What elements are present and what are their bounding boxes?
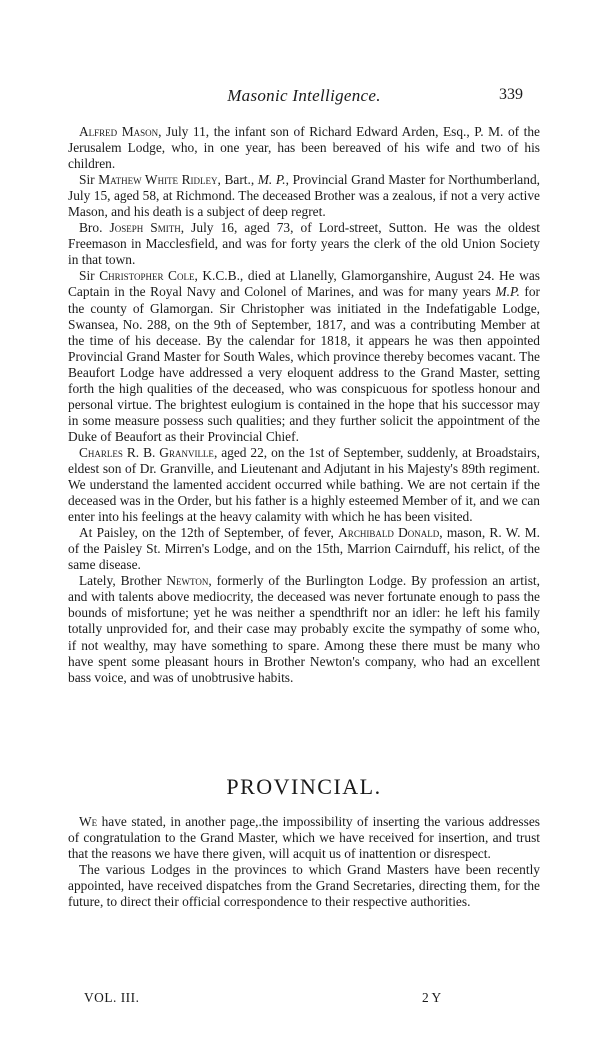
text-run: Lately, Brother: [79, 573, 167, 589]
obituary-paragraph: [68, 268, 540, 445]
page-header: [0, 86, 608, 108]
text-run: Sir: [79, 172, 99, 188]
text-run: At Paisley, on the 12th of September, of fever,: [79, 525, 339, 541]
name-smallcaps: Archibald Donald: [338, 525, 440, 541]
text-run: , K.C.B., died at Llanelly, Glamorganshire, August 24. He was Captain in the Royal Navy and Colonel of Marines, and was for many years: [68, 268, 540, 300]
text-run: The various Lodges in the provinces to which Grand Masters have been recently appointed, have received dispatches from the Grand Secretaries, directing them, for the future, to direct their official correspondence to their respective authorities.: [68, 862, 540, 910]
obituary-paragraph: [68, 220, 540, 268]
section-heading: PROVINCIAL.: [226, 774, 382, 799]
page-number: 339: [499, 86, 523, 103]
name-smallcaps: We: [79, 814, 98, 829]
text-run: , aged 22, on the 1st of September, suddenly, at Broadstairs, eldest son of Dr. Granville, and Lieutenant and Adjutant in his Majesty's 89th regiment. We understand the lamented accident occurred while bathing. We are not certain if the deceased was in the Order, but his father is a highly esteemed Member of it, and we can enter into his feelings at the heavy calamity with which he has been visited.: [68, 444, 540, 525]
text-run: , Bart.,: [217, 172, 258, 188]
text-run: , mason, R. W. M. of the Paisley St. Mirren's Lodge, and on the 15th, Marrion Cairnduff, his relict, of the same disease.: [68, 525, 540, 573]
text-run: Bro.: [79, 220, 110, 236]
obituary-column: [68, 124, 540, 686]
signature-mark: 2 Y: [422, 990, 442, 1005]
name-smallcaps: Mathew White Ridley: [98, 172, 218, 188]
text-run: , formerly of the Burlington Lodge. By profession an artist, and with talents above mediocrity, the deceased was never fortunate enough to pass the bounds of misfortune; yet he was neither a spendthrift nor an idler: he left his family totally unprovided for, and their case may probably excite the sympathy of some who, if not wealthy, may have something to spare. Among these there must be many who have spent some pleasant hours in Brother Newton's company, who had an excellent bass voice, and was of unobtrusive habits.: [68, 573, 540, 685]
obituary-paragraph: [68, 172, 540, 220]
provincial-paragraph: [68, 862, 540, 910]
italic-text: M.P.: [495, 284, 520, 300]
text-run: , July 16, aged 73, of Lord-street, Sutton. He was the oldest Freemason in Macclesfield, and was for forty years the clerk of the old Union Society in that town.: [68, 220, 541, 268]
italic-text: M. P.: [257, 172, 286, 188]
name-smallcaps: Newton: [166, 573, 209, 589]
name-smallcaps: Charles R. B. Granville: [79, 444, 214, 460]
text-run: , Provincial Grand Master for Northumberland, July 15, aged 58, at Richmond. The deceased Brother was a zealous, if not a very active Mason, and his death is a subject of deep regret.: [68, 172, 540, 220]
running-title: Masonic Intelligence.: [227, 86, 381, 105]
obituary-paragraph: [68, 525, 540, 573]
obituary-paragraph: [68, 445, 540, 525]
text-run: have stated, in another page,.the impossibility of inserting the various addresses of congratulation to the Grand Master, which we have received for insertion, and trust that the reasons we have there given, will acquit us of inattention or disrespect.: [68, 814, 540, 862]
name-smallcaps: Alfred Mason: [79, 124, 159, 139]
text-run: Sir: [79, 268, 100, 284]
page-footer: [0, 990, 608, 1008]
volume-label: VOL. III.: [84, 990, 140, 1005]
provincial-paragraph: [68, 814, 540, 862]
text-run: , July 11, the infant son of Richard Edward Arden, Esq., P. M. of the Jerusalem Lodge, who, in one year, has been bereaved of his wife and two of his children.: [68, 124, 541, 172]
name-smallcaps: Christopher Cole: [99, 268, 195, 284]
obituary-paragraph: [68, 573, 540, 685]
obituary-paragraph: [68, 124, 540, 172]
provincial-column: [68, 814, 540, 910]
text-run: for the county of Glamorgan. Sir Christopher was initiated in the Indefatigable Lodge, Swansea, No. 288, on the 9th of September, 1817, and was a contributing Member at the time of his decease. By the calendar for 1818, it appears he was then appointed Provincial Grand Master for South Wales, which province thereby becomes vacant. The Beaufort Lodge have addressed a very eloquent address to the Grand Master, setting forth the high qualities of the deceased, who was conspicuous for spotless honour and personal virtue. The brightest eulogium is contained in the hope that his successor may in some measure possess such qualities; and they further solicit the appointment of the Duke of Beaufort as their Provincial Chief.: [68, 284, 540, 444]
name-smallcaps: Joseph Smith: [109, 220, 181, 236]
